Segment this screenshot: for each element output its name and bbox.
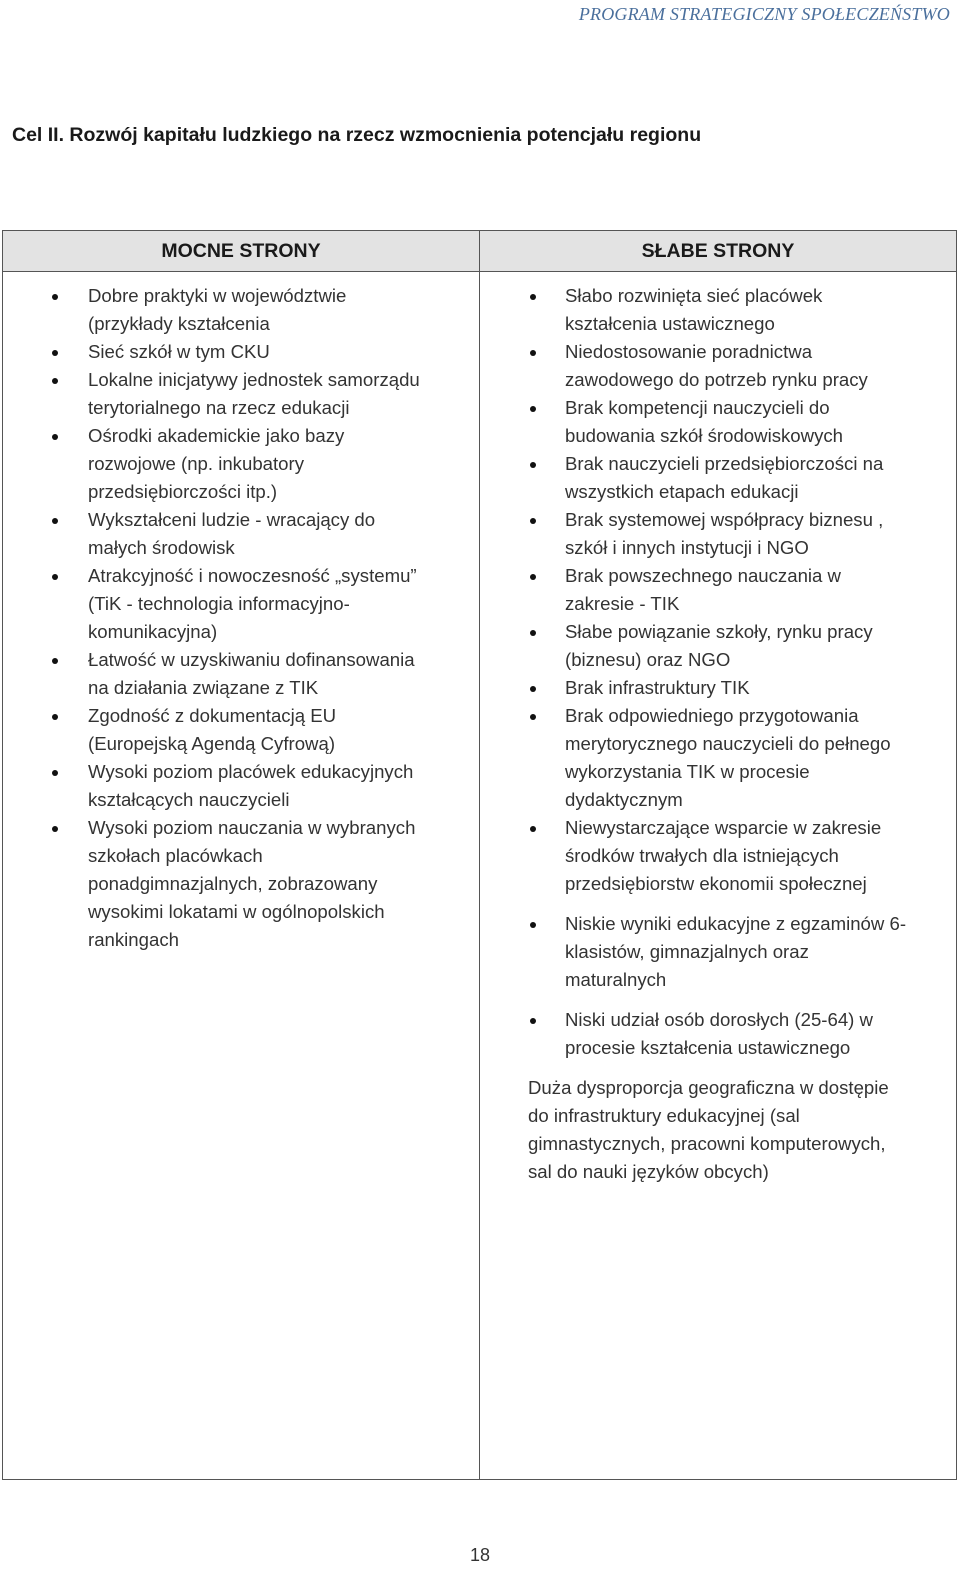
bullet-icon (530, 518, 536, 524)
table-body-row (3, 272, 957, 1480)
list-item-line: terytorialnego na rzecz edukacji (88, 397, 350, 418)
list-item (3, 422, 465, 506)
list-item-line: procesie kształcenia ustawicznego (565, 1037, 851, 1058)
paragraph-line: Duża dysproporcja geograficzna w dostępie (528, 1077, 889, 1098)
bullet-icon (52, 518, 58, 524)
list-item-line: zawodowego do potrzeb rynku pracy (565, 369, 868, 390)
list-item (480, 450, 946, 506)
list-item-line: ponadgimnazjalnych, zobrazowany (88, 873, 378, 894)
list-item-line: szkołach placówkach (88, 845, 263, 866)
bullet-icon (530, 686, 536, 692)
list-item-line: rankingach (88, 929, 179, 950)
list-item (480, 338, 946, 394)
list-item-line: przedsiębiorstw ekonomii społecznej (565, 873, 867, 894)
list-item (3, 646, 465, 702)
list-item-line: budowania szkół środowiskowych (565, 425, 844, 446)
list-item-line: wysokimi lokatami w ogólnopolskich (88, 901, 385, 922)
bullet-icon (52, 574, 58, 580)
list-item-line: kształcenia ustawicznego (565, 313, 775, 334)
list-item-line: na działania związane z TIK (88, 677, 319, 698)
list-item-line: Brak kompetencji nauczycieli do (565, 397, 830, 418)
list-item (480, 618, 946, 674)
weaknesses-cell (480, 272, 957, 1480)
list-item-line: przedsiębiorczości itp.) (88, 481, 278, 502)
bullet-icon (52, 350, 58, 356)
paragraph-line: gimnastycznych, pracowni komputerowych, (528, 1133, 886, 1154)
list-item-line: Niedostosowanie poradnictwa (565, 341, 813, 362)
list-item-line: Brak infrastruktury TIK (565, 677, 750, 698)
bullet-icon (530, 406, 536, 412)
list-item (480, 562, 946, 618)
bullet-icon (530, 574, 536, 580)
list-item-line: kształcących nauczycieli (88, 789, 290, 810)
list-item-line: (biznesu) oraz NGO (565, 649, 731, 670)
list-item (480, 674, 946, 702)
bullet-icon (530, 350, 536, 356)
list-item-line: Sieć szkół w tym CKU (88, 341, 270, 362)
list-item (3, 562, 465, 646)
list-item (480, 814, 946, 898)
list-item-line: Wysoki poziom placówek edukacyjnych (88, 761, 414, 782)
list-item (480, 910, 946, 994)
list-item (3, 338, 465, 366)
list-item-line: wykorzystania TIK w procesie (565, 761, 810, 782)
list-item-line: Niski udział osób dorosłych (25-64) w (565, 1009, 873, 1030)
list-item-line: Zgodność z dokumentacją EU (88, 705, 337, 726)
list-item (3, 366, 465, 422)
list-item-line: zakresie - TIK (565, 593, 680, 614)
list-item-line: Dobre praktyki w województwie (88, 285, 347, 306)
bullet-icon (530, 294, 536, 300)
list-item (480, 1006, 946, 1062)
list-item-line: Słabo rozwinięta sieć placówek (565, 285, 823, 306)
list-item-line: Niskie wyniki edukacyjne z egzaminów 6- (565, 913, 907, 934)
list-item-line: (TiK - technologia informacyjno- (88, 593, 350, 614)
page-number: 18 (469, 1545, 491, 1565)
list-item-line: szkół i innych instytucji i NGO (565, 537, 809, 558)
strengths-cell (3, 272, 480, 1480)
bullet-icon (530, 922, 536, 928)
list-item-line: maturalnych (565, 969, 667, 990)
list-item-line: Ośrodki akademickie jako bazy (88, 425, 345, 446)
list-item-line: Niewystarczające wsparcie w zakresie (565, 817, 882, 838)
paragraph-line: do infrastruktury edukacyjnej (sal (528, 1105, 800, 1126)
list-item-line: małych środowisk (88, 537, 235, 558)
list-item-line: klasistów, gimnazjalnych oraz (565, 941, 809, 962)
bullet-icon (52, 378, 58, 384)
list-item-line: Brak powszechnego nauczania w (565, 565, 841, 586)
swot-table (2, 230, 957, 1480)
list-item (480, 282, 946, 338)
list-item (3, 506, 465, 562)
weaknesses-heading: SŁABE STRONY (480, 231, 957, 272)
bullet-icon (52, 294, 58, 300)
paragraph-line: sal do nauki języków obcych) (528, 1161, 769, 1182)
bullet-icon (52, 434, 58, 440)
list-item (3, 282, 465, 338)
bullet-icon (530, 826, 536, 832)
list-item-line: (przykłady kształcenia (88, 313, 270, 334)
table-header-row (3, 231, 957, 272)
list-item-line: rozwojowe (np. inkubatory (88, 453, 304, 474)
list-item-line: Brak odpowiedniego przygotowania (565, 705, 859, 726)
bullet-icon (52, 770, 58, 776)
list-item-line: Wykształceni ludzie - wracający do (88, 509, 376, 530)
list-item (3, 758, 465, 814)
bullet-icon (52, 658, 58, 664)
list-item-line: Wysoki poziom nauczania w wybranych (88, 817, 416, 838)
list-item-line: Atrakcyjność i nowoczesność „systemu” (88, 565, 417, 586)
list-item-line: wszystkich etapach edukacji (565, 481, 799, 502)
list-item-line: Brak nauczycieli przedsiębiorczości na (565, 453, 884, 474)
list-item (480, 702, 946, 814)
list-item-line: komunikacyjna) (88, 621, 218, 642)
list-item-line: merytorycznego nauczycieli do pełnego (565, 733, 891, 754)
bullet-icon (52, 714, 58, 720)
running-header: PROGRAM STRATEGICZNY SPOŁECZEŃSTWO (578, 4, 950, 24)
list-item-line: Lokalne inicjatywy jednostek samorządu (88, 369, 420, 390)
bullet-icon (530, 714, 536, 720)
bullet-icon (530, 462, 536, 468)
strengths-list (3, 272, 479, 954)
weaknesses-list (480, 272, 956, 1062)
list-item (480, 394, 946, 450)
goal-heading: Cel II. Rozwój kapitału ludzkiego na rzecz wzmocnienia potencjału regionu (12, 124, 702, 146)
list-item (3, 702, 465, 758)
bullet-icon (52, 826, 58, 832)
bullet-icon (530, 630, 536, 636)
bullet-icon (530, 1018, 536, 1024)
weaknesses-paragraph (528, 1074, 936, 1186)
list-item-line: (Europejską Agendą Cyfrową) (88, 733, 336, 754)
list-item-line: Słabe powiązanie szkoły, rynku pracy (565, 621, 873, 642)
list-item (480, 506, 946, 562)
list-item-line: dydaktycznym (565, 789, 683, 810)
strengths-heading: MOCNE STRONY (3, 231, 480, 272)
list-item (3, 814, 465, 954)
list-item-line: Łatwość w uzyskiwaniu dofinansowania (88, 649, 415, 670)
list-item-line: środków trwałych dla istniejących (565, 845, 839, 866)
list-item-line: Brak systemowej współpracy biznesu , (565, 509, 884, 530)
